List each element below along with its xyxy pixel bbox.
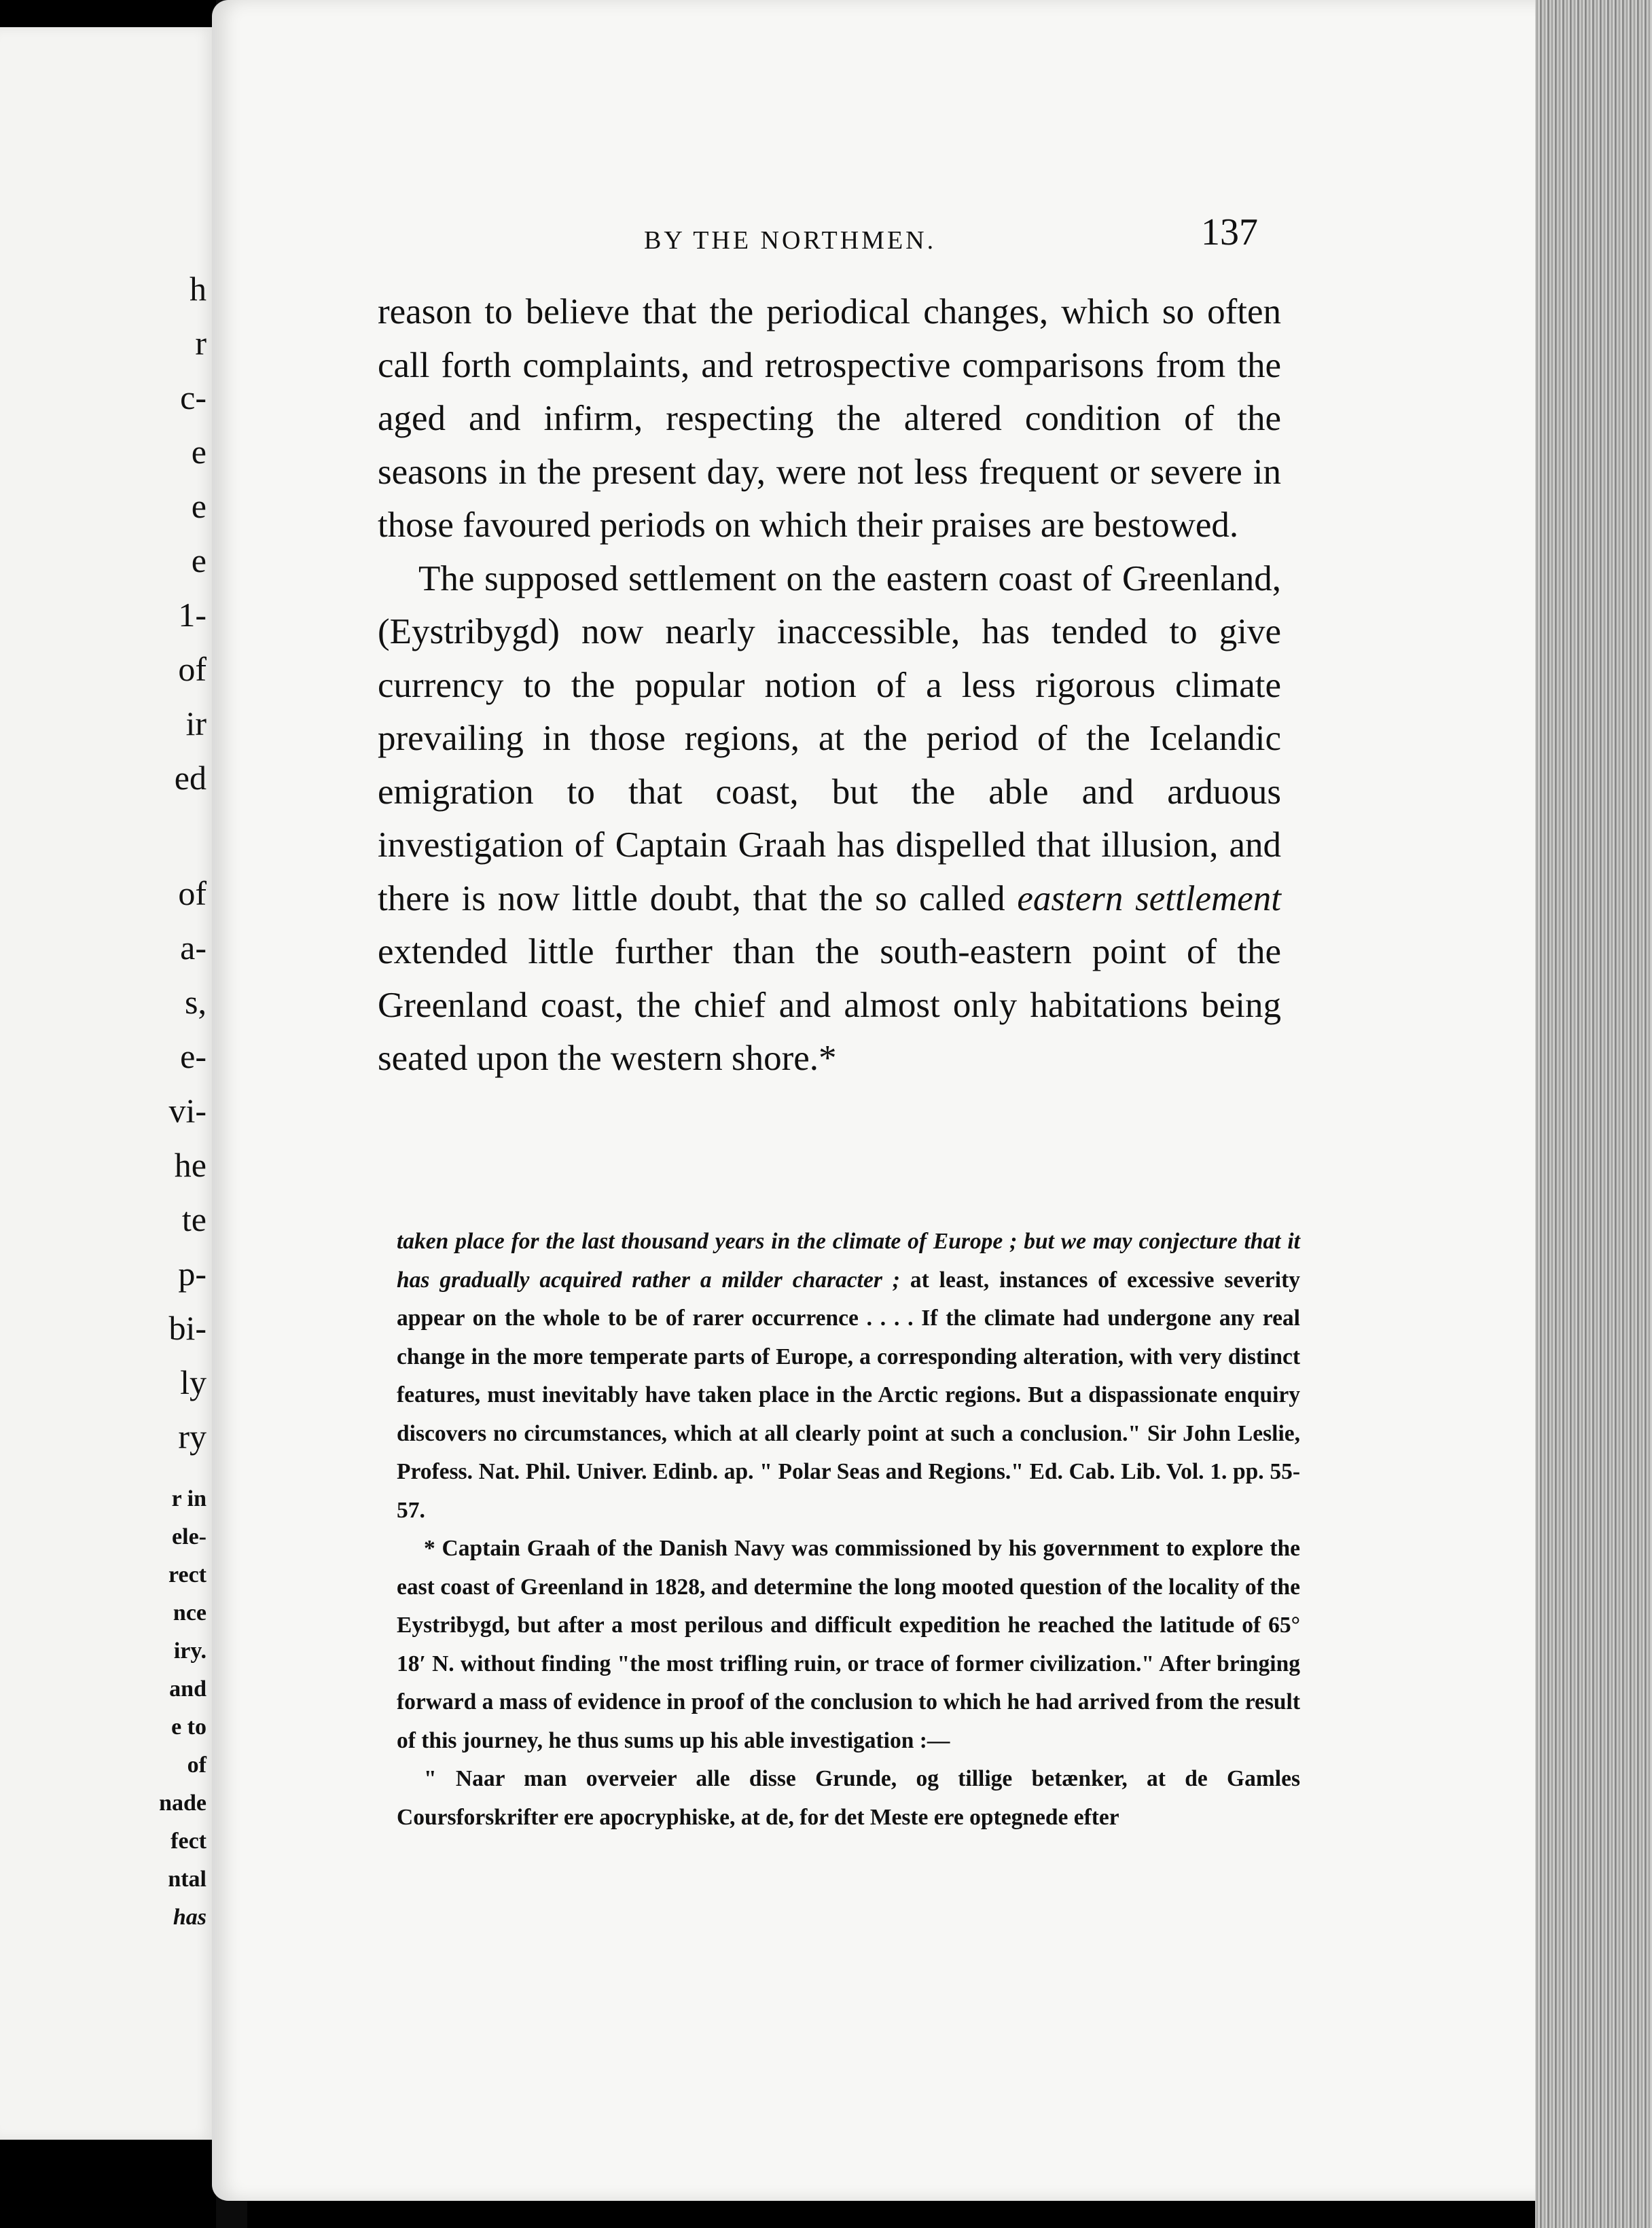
left-page-fragment: bi- [168, 1309, 206, 1347]
left-page-fragment: a- [180, 929, 206, 967]
left-page-fragment: e [191, 541, 206, 579]
page-number: 137 [1201, 211, 1258, 253]
page-block-edge [1535, 0, 1652, 2228]
left-page-fragment: of [187, 1753, 206, 1778]
left-page-fragment: c- [180, 378, 206, 416]
footnote-italic: taken place for the last thousand years in the climate of Europe ; but we may conjecture that it has gradually acquired rather a milder character ; [397, 1229, 1300, 1293]
left-page-fragment: e to [171, 1714, 206, 1740]
left-page-fragment: he [174, 1146, 206, 1184]
left-page-fragment: vi- [168, 1092, 206, 1130]
footnotes [397, 1223, 1300, 1837]
footnote-continuation [397, 1223, 1300, 1530]
paragraph-2-italic: eastern settlement [1017, 878, 1282, 918]
left-page-fragment: fect [170, 1829, 206, 1854]
left-page-fragment: s, [185, 983, 206, 1021]
footnote-danish-quote: " Naar man overveier alle disse Grunde, og tillige betænker, at de Gamles Coursforskrifter ere apocryphiske, at de, for det Meste ere optegnede efter [397, 1766, 1300, 1830]
left-page-fragment: ele- [172, 1524, 206, 1549]
paragraph-1: reason to believe that the periodical changes, which so often call forth complaints, and retrospective comparisons from the aged and infirm, respecting the altered condition of the seasons in the present day, were not less frequent or severe in those favoured periods on which their praises are bestowed. [378, 292, 1281, 545]
left-page-fragment: iry. [173, 1638, 206, 1664]
left-page-fragment: ed [174, 759, 206, 797]
left-page-fragment: r [195, 324, 206, 362]
left-page-fragment: has [173, 1905, 206, 1930]
left-page-fragment: e- [180, 1037, 206, 1075]
left-page-fragment: of [178, 650, 206, 688]
left-page-fragment: rect [168, 1562, 206, 1587]
left-page-fragment: 1- [178, 596, 206, 634]
previous-page [0, 27, 218, 2140]
paragraph-2-text-b: extended little further than the south-eastern point of the Greenland coast, the chief and almost only habitations being seated upon the western shore.* [378, 932, 1281, 1078]
left-page-fragment: e [191, 487, 206, 525]
paragraph-2-text-a: The supposed settlement on the eastern coast of Greenland, (Eystribygd) now nearly inaccessible, has tended to give currency to the popular notion of a less rigorous climate prevailing in those regions, at the period of the Icelandic emigration to that coast, but the able and arduous investigation of Captain Graah has dispelled that illusion, and there is now little doubt, that the so called [378, 558, 1281, 918]
left-page-fragment: ly [180, 1363, 206, 1401]
running-head: BY THE NORTHMEN. [644, 226, 937, 255]
left-page-fragment: of [178, 874, 206, 912]
left-page-fragment: and [169, 1676, 206, 1702]
left-page-fragment: nce [173, 1600, 206, 1625]
left-page-fragment: r in [171, 1486, 206, 1511]
left-page-fragment: nade [159, 1791, 206, 1816]
paragraph-2 [378, 552, 1281, 1085]
left-page-fragment: ir [185, 704, 206, 742]
footnote-text: at least, instances of excessive severity appear on the whole to be of rarer occurrence . . . . If the climate had undergone any real change in the more temperate parts of Europe, a corresponding alteration, with very distinct features, must inevitably have taken place in the Arctic regions. But a dispassionate enquiry discovers no circumstances, which at all clearly point at such a conclusion." Sir John Leslie, Profess. Nat. Phil. Univer. Edinb. ap. " Polar Seas and Regions." Ed. Cab. Lib. Vol. 1. pp. 55-57. [397, 1267, 1300, 1523]
left-page-fragment: te [181, 1200, 206, 1238]
left-page-fragment: h [190, 270, 206, 308]
left-page-fragment: e [191, 433, 206, 471]
body-text [378, 285, 1281, 1085]
left-page-fragment: ntal [168, 1867, 206, 1892]
left-page-fragment: p- [178, 1255, 206, 1293]
footnote-graah: * Captain Graah of the Danish Navy was commissioned by his government to explore the east coast of Greenland in 1828, and determine the long mooted question of the locality of the Eystribygd, but after a most perilous and difficult expedition he reached the latitude of 65° 18′ N. without finding "the most trifling ruin, or trace of former civilization." After bringing forward a mass of evidence in proof of the conclusion to which he had arrived from the result of this journey, he thus sums up his able investigation :— [397, 1536, 1300, 1753]
left-page-fragment: ry [178, 1418, 206, 1456]
